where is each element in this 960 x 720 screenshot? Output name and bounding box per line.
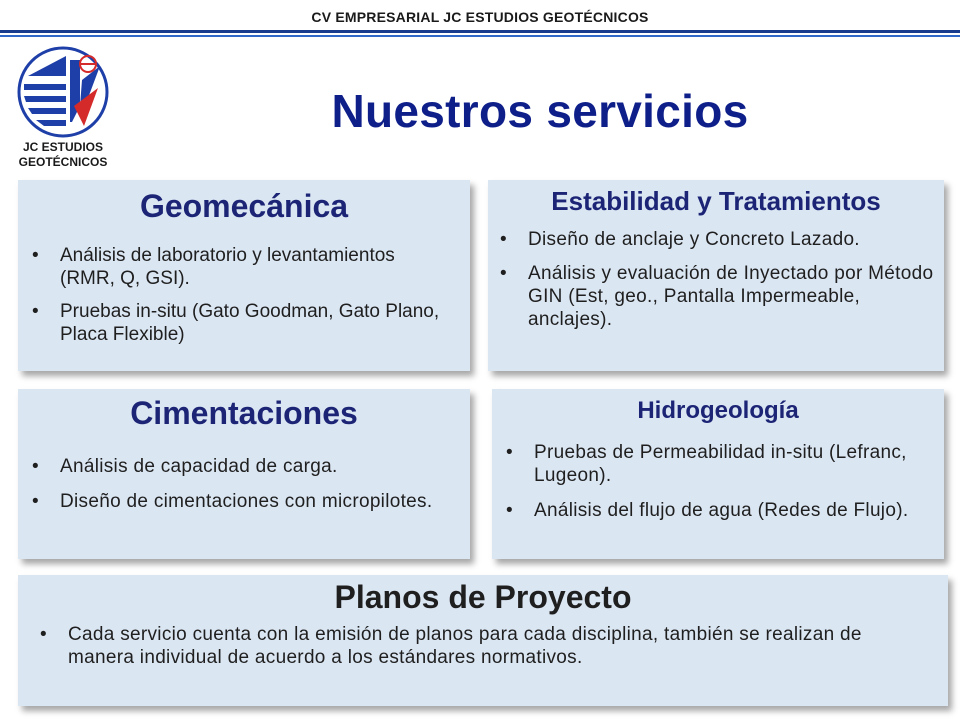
bullet-list — [26, 455, 446, 525]
list-item: • Cada servicio cuenta con la emisión de planos para cada disciplina, también se realizan de manera individual de acuerdo a los estándares normativos. — [34, 623, 894, 669]
list-item: • Pruebas in-situ (Gato Goodman, Gato Plano, Placa Flexible) — [26, 300, 446, 346]
list-item: • Diseño de anclaje y Concreto Lazado. — [494, 228, 944, 251]
bullet-list — [494, 228, 944, 342]
bullet-list — [500, 441, 936, 534]
bullet-list — [34, 623, 894, 669]
list-item: • Pruebas de Permeabilidad in-situ (Lefranc, Lugeon). — [500, 441, 936, 487]
list-item: • Diseño de cimentaciones con micropilotes. — [26, 490, 446, 513]
header-rule — [0, 30, 960, 33]
header-title: CV EMPRESARIAL JC ESTUDIOS GEOTÉCNICOS — [311, 9, 649, 25]
card-planos-de-proyecto — [18, 575, 948, 706]
page-title: Nuestros servicios — [331, 85, 749, 137]
card-hidrogeologia — [492, 389, 944, 559]
card-title: Geomecánica — [139, 188, 349, 224]
card-title: Estabilidad y Tratamientos — [551, 186, 881, 216]
card-title: Cimentaciones — [130, 395, 358, 431]
card-geomecanica — [18, 180, 470, 371]
card-cimentaciones — [18, 389, 470, 559]
card-title: Hidrogeología — [637, 397, 799, 424]
logo-text-line1: JC ESTUDIOS — [22, 140, 103, 154]
card-estabilidad — [488, 180, 944, 371]
company-logo — [10, 46, 116, 178]
logo-emblem-icon — [14, 46, 112, 140]
list-item: • Análisis de laboratorio y levantamientos (RMR, Q, GSI). — [26, 244, 446, 290]
header-rule-accent — [0, 35, 960, 37]
bullet-list — [26, 244, 446, 356]
list-item: • Análisis de capacidad de carga. — [26, 455, 446, 478]
card-title: Planos de Proyecto — [334, 579, 632, 615]
list-item: • Análisis y evaluación de Inyectado por Método GIN (Est, geo., Pantalla Impermeable, anclajes). — [494, 262, 944, 331]
logo-text-line2: GEOTÉCNICOS — [18, 155, 108, 169]
list-item: • Análisis del flujo de agua (Redes de Flujo). — [500, 499, 936, 522]
